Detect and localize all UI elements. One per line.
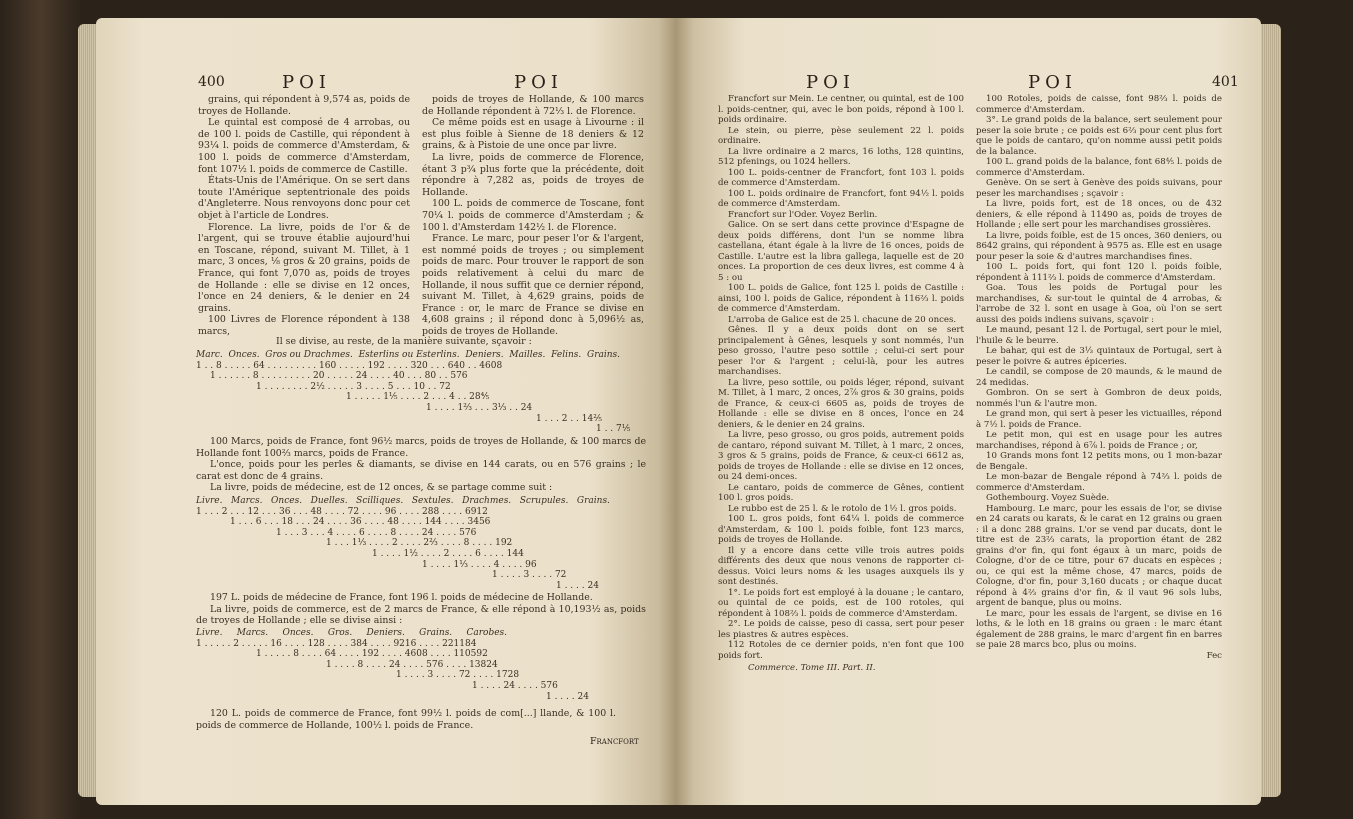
table-row: 1 . . . . 3 . . . . 72 [492, 570, 567, 581]
marc-table [196, 350, 646, 435]
paragraph: La livre, peso sottile, ou poids léger, répond, suivant M. Tillet, à 1 marc, 2 onces, 2⅞ gros & 30 grains, poids de France, & ceux-ci 6605 as, poids de troyes de Hollande : elle se divise en 8 onces, l'once en 24 deniers, & le denier en 24 grains. [718, 377, 964, 430]
paragraph: La livre, poids foible, est de 15 onces, 360 deniers, ou 8642 grains, qui répondent à 9575 as. Elle est en usage pour peser la soie & d'autres marchandises fines. [976, 230, 1222, 262]
paragraph: Le marc, pour les essais de l'argent, se divise en 16 loths, & le loth en 18 grains ou graen : le marc étant également de 288 grains, le marc d'argent fin en barres se paie 28 marcs bco, plus ou moins. [976, 608, 1222, 650]
table-row: 1 . . . . 1½ . . . . 2 . . . . 6 . . . . 144 [372, 548, 524, 559]
table-row: 1 . . 7⅕ [596, 424, 631, 435]
table-row: 1 . . . . 24 . . . . 576 [472, 680, 558, 691]
paragraph: Galice. On se sert dans cette province d'Espagne de deux poids différens, dont l'un se nomme libra castellana, étant égale à la livre de 16 onces, poids de Castille. L'autre est la libra gallega, laquelle est de 20 onces. La proportion de ces deux livres, est comme 4 à 5 : ou [718, 220, 964, 283]
paragraph: Genève. On se sert à Genève des poids suivans, pour peser les marchandises ; sçavoir : [976, 178, 1222, 199]
left-column-2 [422, 94, 644, 337]
paragraph: 100 Livres de Florence répondent à 138 marcs, [198, 314, 410, 337]
paragraph: 3°. Le grand poids de la balance, sert seulement pour peser la soie brute ; ce poids est 6⅔ pour cent plus fort que le poids de cantaro, qu'on nomme aussi petit poids de la balance. [976, 115, 1222, 157]
table-header: Marc. Onces. Gros ou Drachmes. Esterlins ou Esterlins. Deniers. Mailles. Felins. Grains. [196, 350, 621, 360]
left-paragraphs-lower [196, 592, 646, 627]
paragraph: Gênes. Il y a deux poids dont on se sert principalement à Gênes, lesquels y sont nommés, l'un peso grosso, l'autre peso sottile ; celui-ci sert pour peser l'or & l'argent ; celui-là, pour les autres marchandises. [718, 325, 964, 377]
paragraph: L'arroba de Galice est de 25 l. chacune de 20 onces. [728, 314, 957, 325]
paragraph: 112 Rotoles de ce dernier poids, n'en font que 100 poids fort. [718, 640, 964, 661]
paragraph: 100 L. poids fort, qui font 120 l. poids foible, répondent à 111⅔ l. poids de commerce d'Amsterdam. [976, 262, 1222, 283]
paragraph: La livre, poids fort, est de 18 onces, ou de 432 deniers, & elle répond à 11490 as, poids de troyes de Hollande ; elle sert pour les marchandises grossières. [976, 199, 1222, 230]
paragraph: 197 L. poids de médecine de France, font 196 l. poids de médecine de Hollande. [210, 592, 593, 603]
paragraph: 100 L. poids ordinaire de Francfort, font 94½ l. poids de commerce d'Amsterdam. [718, 188, 964, 209]
paragraph: Ce même poids est en usage à Livourne : il est plus foible à Sienne de 18 deniers & 12 grains, & à Pistoie de une once par livre. [422, 117, 644, 152]
left-page [96, 18, 676, 805]
paragraph: Le petit mon, qui est en usage pour les autres marchandises, répond à 6⅞ l. poids de France ; or, [976, 430, 1222, 451]
paragraph: 100 L. poids de commerce de Toscane, font 70¼ l. poids de commerce d'Amsterdam ; & 100 l. d'Amsterdam 142½ l. de Florence. [422, 198, 644, 233]
paragraph: Florence. La livre, poids de l'or & de l'argent, qui se trouve établie aujourd'hui en Toscane, répond, suivant M. Tillet, à 1 marc, 3 onces, ⅛ gros & 20 grains, poids de France, qui font 7,070 as, poids de troyes de Hollande : elle se divise en 12 onces, l'once en 24 deniers, & le denier en 24 grains. [198, 221, 410, 314]
paragraph: Le mon-bazar de Bengale répond à 74⅔ l. poids de commerce d'Amsterdam. [976, 472, 1222, 493]
table-row: 1 . . . . 1⅓ . . . . 4 . . . . 96 [422, 559, 537, 570]
left-catchword: Francfort [590, 736, 639, 747]
right-column-2 [976, 94, 1222, 661]
paragraph: Le stein, ou pierre, pèse seulement 22 l. poids ordinaire. [718, 125, 964, 146]
table-row: 1 . . . . . . 8 . . . . . . . . . 20 . . . . . 24 . . . . 40 . . . 80 . . 576 [210, 371, 468, 382]
table-row: 1 . . . . 24 [546, 691, 589, 702]
left-paragraph-bottom [196, 708, 616, 731]
table-row: 1 . . . . 3 . . . . 72 . . . . 1728 [396, 670, 520, 681]
paragraph: 100 L. poids de Galice, font 125 l. poids de Castille : ainsi, 100 l. poids de Galice, répondent à 116⅔ l. poids de commerce d'Amsterdam. [718, 283, 964, 314]
table-row: 1 . . . 1⅓ . . . . 2 . . . . 2⅔ . . . . 8 . . . . 192 [326, 538, 513, 549]
paragraph: Le rubbo est de 25 l. & le rotolo de 1½ l. gros poids. [728, 503, 957, 514]
paragraph: 2°. Le poids de caisse, peso di cassa, sert pour peser les piastres & autres espèces. [718, 619, 964, 640]
paragraph: 100 L. grand poids de la balance, font 68⅘ l. poids de commerce d'Amsterdam. [976, 157, 1222, 178]
left-page-edges [78, 24, 98, 797]
paragraph: 100 L. gros poids, font 64¼ l. poids de commerce d'Amsterdam, & 100 l. poids foible, font 123 marcs, poids de troyes de Hollande. [718, 514, 964, 545]
paragraph: 100 Rotoles, poids de caisse, font 98⅔ l. poids de commerce d'Amsterdam. [976, 94, 1222, 115]
right-page-number: 401 [1212, 74, 1239, 90]
paragraph: Le candil, se compose de 20 maunds, & le maund de 24 medidas. [976, 367, 1222, 388]
paragraph: La livre, poids de commerce de Florence, étant 3 p¾ plus forte que la précédente, doit répondre à 7,282 as, poids de troyes de Hollande. [422, 151, 644, 198]
paragraph: 100 L. poids-centner de Francfort, font 103 l. poids de commerce d'Amsterdam. [718, 167, 964, 188]
commerce-table [196, 628, 646, 702]
right-running-head [676, 70, 1261, 96]
table-row: 1 . . . . . 8 . . . . 64 . . . . 192 . . . . 4608 . . . . 110592 [256, 649, 488, 660]
paragraph: Le quintal est composé de 4 arrobas, ou de 100 l. poids de Castille, qui répondent à 93¼ l. poids de commerce d'Amsterdam, & 100 l. poids de commerce d'Amsterdam, font 107½ l. poids de commerce de Castille. [198, 117, 410, 175]
paragraph: grains, qui répondent à 9,574 as, poids de troyes de Hollande. [198, 94, 410, 117]
paragraph: poids de troyes de Hollande, & 100 marcs de Hollande répondent à 72⅓ l. de Florence. [422, 94, 644, 117]
paragraph: 120 L. poids de commerce de France, font 99½ l. poids de com[...] llande, & 100 l. poids de commerce de Hollande, 100½ l. poids de France. [196, 708, 616, 731]
catchword: Fec [1206, 650, 1222, 661]
paragraph: Francfort sur Mein. Le centner, ou quintal, est de 100 l. poids-centner, qui, avec le bon poids, répond à 100 l. poids ordinaire. [718, 94, 964, 125]
paragraph: L'once, poids pour les perles & diamants, se divise en 144 carats, ou en 576 grains ; le carat est donc de 4 grains. [196, 459, 646, 482]
divide-line: Il se divise, au reste, de la manière suivante, sçavoir : [276, 336, 532, 347]
table-row: 1 . . . 3 . . . 4 . . . . 6 . . . . 8 . . . . 24 . . . . 576 [276, 527, 477, 538]
table-row: 1 . . . 2 . . 14⅖ [536, 413, 602, 424]
paragraph: La livre ordinaire a 2 marcs, 16 loths, 128 quintins, 512 pfenings, ou 1024 hellers. [718, 146, 964, 167]
right-page-edges [1259, 24, 1281, 797]
table-row: 1 . . . . 8 . . . . 24 . . . . 576 . . . . 13824 [326, 659, 498, 670]
paragraph: Hambourg. Le marc, pour les essais de l'or, se divise en 24 carats ou karats, & le carat en 12 grains ou graen : il a donc 288 grains. L'or se vend par ducats, dont le titre est de 23⅔ carats, la proportion étant de 282 grains d'or fin, qui font égaux à un marc, poids de Cologne, d'or de ce titre, pour 67 ducats en espèces ; ou, ce qui est la même chose, 47 marcs, poids de Cologne, d'or fin, pour 3,160 ducats ; or chaque ducat répond à 4⅔ grains d'or fin, & il vaut 96 sols lubs, argent de banque, plus ou moins. [976, 503, 1222, 608]
table-row: 1 . . . . . 2 . . . . . 16 . . . . 128 . . . . 384 . . . . 9216 . . . . 221184 [196, 638, 477, 649]
table-header: Livre. Marcs. Onces. Gros. Deniers. Grains. Carobes. [196, 628, 508, 638]
left-page-number: 400 [198, 74, 225, 90]
table-row: 1 . . . . 1⅔ . . . 3⅓ . . 24 [426, 402, 533, 413]
paragraph: 1°. Le poids fort est employé à la douane ; le cantaro, ou quintal de ce poids, est de 100 rotoles, qui répondent à 108⅔ l. poids de commerce d'Amsterdam. [718, 587, 964, 619]
paragraph: Francfort sur l'Oder. Voyez Berlin. [728, 209, 878, 220]
paragraph: Il y a encore dans cette ville trois autres poids différents des deux que nous venons de rapporter ci-dessus. Voici leurs noms & les usages auxquels ils y sont destinés. [718, 545, 964, 587]
paragraph: La livre, poids de médecine, est de 12 onces, & se partage comme suit : [210, 482, 553, 494]
paragraph: Le grand mon, qui sert à peser les victuailles, répond à 7½ l. poids de France. [976, 409, 1222, 430]
right-column-1 [718, 94, 964, 674]
table-header: Livre. Marcs. Onces. Duelles. Scilliques. Sextules. Drachmes. Scrupules. Grains. [196, 496, 610, 506]
table-row: 1 . . . . . 1⅕ . . . . 2 . . . 4 . . 28⅘ [346, 392, 490, 403]
paragraph: La livre, poids de commerce, est de 2 marcs de France, & elle répond à 10,193½ as, poids de troyes de Hollande ; elle se divise ainsi : [196, 603, 646, 627]
left-running-head [96, 70, 676, 96]
paragraph: Gombron. On se sert à Gombron de deux poids, nommés l'un & l'autre mon. [976, 388, 1222, 409]
table-row: 1 . . . . . . . . 2½ . . . . . 3 . . . . 5 . . . 10 . . 72 [256, 381, 451, 392]
right-running-head-col2: POI [1028, 72, 1077, 93]
paragraph: Le maund, pesant 12 l. de Portugal, sert pour le miel, l'huile & le beurre. [976, 325, 1222, 346]
footer-note: Commerce. Tome III. Part. II. [748, 663, 876, 673]
paragraph: 10 Grands mons font 12 petits mons, ou 1 mon-bazar de Bengale. [976, 451, 1222, 472]
right-page [676, 18, 1261, 805]
left-running-head-col1: POI [282, 72, 331, 93]
paragraph: Gothembourg. Voyez Suède. [986, 493, 1110, 503]
table-row: 1 . . . . 24 [556, 580, 599, 591]
medecine-table [196, 496, 646, 591]
paragraph: États-Unis de l'Amérique. On se sert dans toute l'Amérique septentrionale des poids d'Angleterre. Nous renvoyons donc pour cet objet à l'article de Londres. [198, 175, 410, 221]
table-row: 1 . . 8 . . . . . 64 . . . . . . . . . 160 . . . . . 192 . . . . 320 . . . 640 . . 4608 [196, 360, 503, 371]
paragraph: Goa. Tous les poids de Portugal pour les marchandises, & sur-tout le quintal de 4 arrobas, & l'arrobe de 32 l. sont en usage à Goa, où l'on se sert aussi des poids indiens suivans, sçavoir : [976, 283, 1222, 325]
paragraph: La livre, peso grosso, ou gros poids, autrement poids de cantaro, répond suivant M. Tillet, à 1 marc, 2 onces, 3 gros & 5 grains, poids de France, & ceux-ci 6612 as, poids de troyes de Hollande : elle se divise en 12 onces, ou 24 demi-onces. [718, 430, 964, 482]
paragraph: 100 Marcs, poids de France, font 96½ marcs, poids de troyes de Hollande, & 100 marcs de Hollande font 100⅔ marcs, poids de France. [196, 436, 646, 459]
table-row: 1 . . . 6 . . . 18 . . . 24 . . . . 36 . . . . 48 . . . . 144 . . . . 3456 [230, 517, 491, 528]
left-running-head-col2: POI [514, 72, 563, 93]
table-row: 1 . . . 2 . . . 12 . . . 36 . . . 48 . . . . 72 . . . . 96 . . . . 288 . . . . 6912 [196, 506, 488, 517]
paragraph: France. Le marc, pour peser l'or & l'argent, est nommé poids de troyes ; ou simplement poids de marc. Pour trouver le rapport de son poids relativement à celui du marc de Hollande, il nous suffit que ce dernier répond, suivant M. Tillet, à 4,629 grains, poids de France : or, le marc de France se divise en 4,608 grains ; il répond donc à 5,096½ as, poids de troyes de Hollande. [422, 233, 644, 337]
left-column-1 [198, 94, 410, 337]
paragraph: Le bahar, qui est de 3⅓ quintaux de Portugal, sert à peser le poivre & autres épiceries. [976, 346, 1222, 367]
paragraph: Le cantaro, poids de commerce de Gênes, contient 100 l. gros poids. [718, 482, 964, 503]
right-running-head-col1: POI [806, 72, 855, 93]
left-paragraphs-mid [196, 436, 646, 494]
